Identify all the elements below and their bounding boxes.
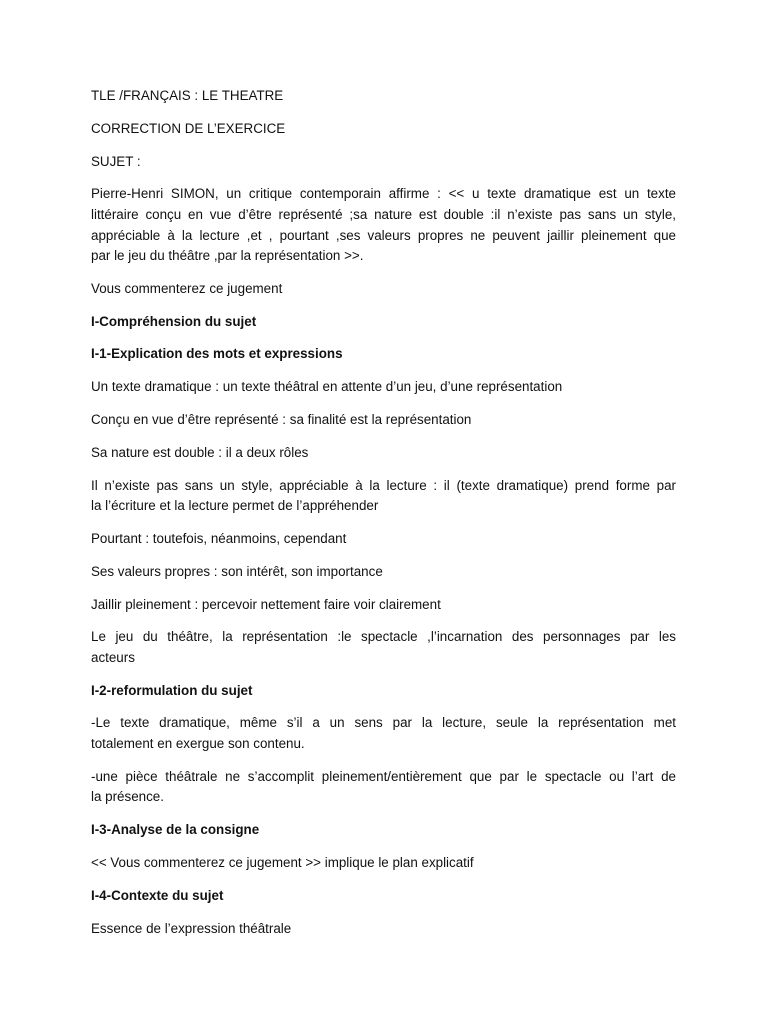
definition-item: Ses valeurs propres : son intérêt, son importance <box>91 563 383 579</box>
document-subheader: CORRECTION DE L’EXERCICE <box>91 120 286 136</box>
reformulation-line: -Le texte dramatique, même s’il a un sens par la lecture, seule la représentation met <box>91 715 676 731</box>
quote-line: par le jeu du théâtre ,par la représentation >>. <box>91 248 364 264</box>
definition-line: Il n’existe pas sans un style, appréciable à la lecture : il (texte dramatique) prend forme par <box>91 477 676 493</box>
definition-item: Pourtant : toutefois, néanmoins, cependant <box>91 530 347 546</box>
definition-item <box>91 627 676 668</box>
reformulation-item <box>91 767 676 808</box>
section-heading: I-2-reformulation du sujet <box>91 682 253 698</box>
document-page <box>91 86 676 951</box>
document-header: TLE /FRANÇAIS : LE THEATRE <box>91 88 284 103</box>
definition-line: acteurs <box>91 649 135 665</box>
quote-line: appréciable à la lecture ,et , pourtant ,ses valeurs propres ne peuvent jaillir pleinement que <box>91 227 676 243</box>
sujet-label: SUJET : <box>91 153 141 169</box>
quote-line: littéraire conçu en vue d’être représenté ;sa nature est double :il n’existe pas sans un style, <box>91 206 676 222</box>
reformulation-line: -une pièce théâtrale ne s’accomplit pleinement/entièrement que par le spectacle ou l’art de <box>91 768 676 784</box>
definition-line: Le jeu du théâtre, la représentation :le spectacle ,l’incarnation des personnages par les <box>91 629 676 645</box>
quote-paragraph <box>91 184 676 266</box>
reformulation-item <box>91 713 676 754</box>
section-heading: I-1-Explication des mots et expressions <box>91 346 343 362</box>
definition-item: Un texte dramatique : un texte théâtral en attente d’un jeu, d’une représentation <box>91 379 563 395</box>
reformulation-line: la présence. <box>91 789 164 805</box>
consigne-text: << Vous commenterez ce jugement >> implique le plan explicatif <box>91 855 474 870</box>
section-heading: I-4-Contexte du sujet <box>91 887 224 903</box>
definition-item: Conçu en vue d’être représenté : sa finalité est la représentation <box>91 412 472 428</box>
definition-item: Jaillir pleinement : percevoir nettement faire voir clairement <box>91 596 441 612</box>
contexte-text: Essence de l’expression théâtrale <box>91 920 292 936</box>
section-heading: I-3-Analyse de la consigne <box>91 822 260 838</box>
instruction-text: Vous commenterez ce jugement <box>91 280 283 296</box>
definition-item <box>91 476 676 517</box>
quote-line: Pierre-Henri SIMON, un critique contemporain affirme : << u texte dramatique est un texte <box>91 186 676 202</box>
reformulation-line: totalement en exergue son contenu. <box>91 736 305 752</box>
section-heading: I-Compréhension du sujet <box>91 313 257 329</box>
definition-line: la l’écriture et la lecture permet de l’appréhender <box>91 498 379 514</box>
definition-item: Sa nature est double : il a deux rôles <box>91 444 309 460</box>
